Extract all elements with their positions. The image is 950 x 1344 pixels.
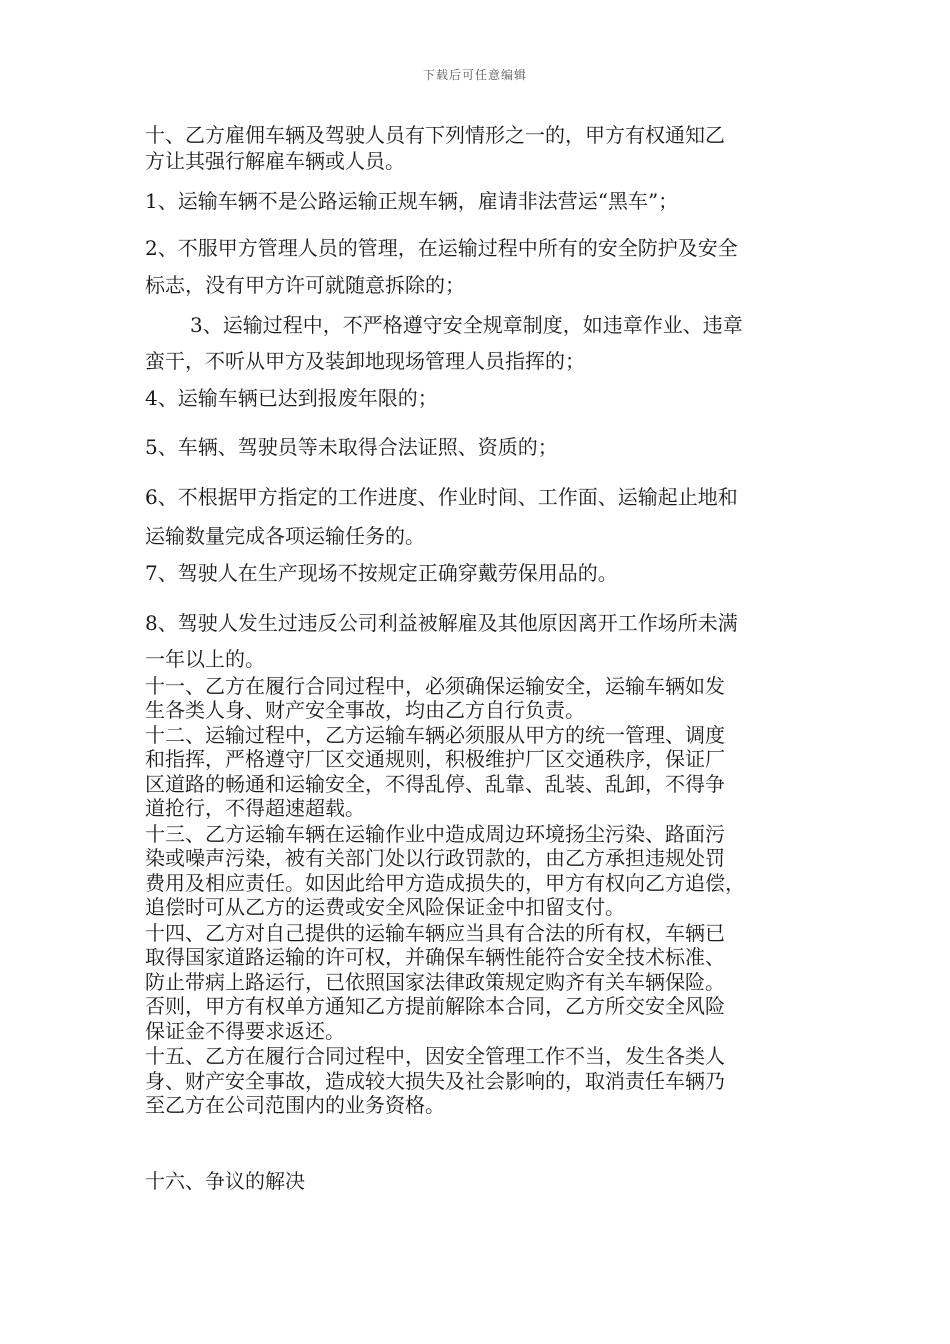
text-line: 和指挥，严格遵守厂区交通规则，积极维护厂区交通秩序，保证厂 [145,747,725,771]
text-line: 追偿时可从乙方的运费或安全风险保证金中扣留支付。 [145,895,625,919]
text-line: 1、运输车辆不是公路运输正规车辆，雇请非法营运“黑车”； [145,189,679,213]
section-heading: 十六、争议的解决 [145,1169,305,1193]
text-line: 保证金不得要求返还。 [145,1019,345,1043]
text-line: 费用及相应责任。如因此给甲方造成损失的，甲方有权向乙方追偿， [145,871,745,895]
text-line: 标志，没有甲方许可就随意拆除的； [145,273,465,297]
text-line: 6、不根据甲方指定的工作进度、作业时间、工作面、运输起止地和 [145,485,738,509]
text-line: 生各类人身、财产安全事故，均由乙方自行负责。 [145,698,585,722]
text-line: 十四、乙方对自己提供的运输车辆应当具有合法的所有权，车辆已 [145,921,725,945]
text-line: 区道路的畅通和运输安全，不得乱停、乱靠、乱装、乱卸，不得争 [145,772,725,796]
text-line: 8、驾驶人发生过违反公司利益被解雇及其他原因离开工作场所未满 [145,611,738,635]
text-line: 蛮干，不听从甲方及装卸地现场管理人员指挥的； [145,349,585,373]
text-line: 3、运输过程中，不严格遵守安全规章制度，如违章作业、违章 [190,313,743,337]
text-line: 运输数量完成各项运输任务的。 [145,524,425,548]
text-line: 否则，甲方有权单方通知乙方提前解除本合同，乙方所交安全风险 [145,994,725,1018]
text-line: 染或噪声污染，被有关部门处以行政罚款的，由乙方承担违规处罚 [145,846,725,870]
text-line: 十、乙方雇佣车辆及驾驶人员有下列情形之一的，甲方有权通知乙 [145,123,725,147]
text-line: 一年以上的。 [145,647,265,671]
text-line: 十五、乙方在履行合同过程中，因安全管理工作不当，发生各类人 [145,1044,725,1068]
text-line: 防止带病上路运行，已依照国家法律政策规定购齐有关车辆保险。 [145,970,725,994]
text-line: 十二、运输过程中，乙方运输车辆必须服从甲方的统一管理、调度 [145,723,725,747]
text-line: 4、运输车辆已达到报废年限的； [145,386,438,410]
text-line: 至乙方在公司范围内的业务资格。 [145,1093,445,1117]
text-line: 道抢行，不得超速超载。 [145,796,365,820]
text-line: 十一、乙方在履行合同过程中，必须确保运输安全，运输车辆如发 [145,674,725,698]
text-line: 方让其强行解雇车辆或人员。 [145,149,405,173]
text-line: 十三、乙方运输车辆在运输作业中造成周边环境扬尘污染、路面污 [145,822,725,846]
page-header: 下载后可任意编辑 [422,68,527,82]
text-line: 7、驾驶人在生产现场不按规定正确穿戴劳保用品的。 [145,561,618,585]
text-line: 身、财产安全事故，造成较大损失及社会影响的，取消责任车辆乃 [145,1069,725,1093]
text-line: 5、车辆、驾驶员等未取得合法证照、资质的； [145,435,558,459]
text-line: 2、不服甲方管理人员的管理，在运输过程中所有的安全防护及安全 [145,236,738,260]
text-line: 取得国家道路运输的许可权，并确保车辆性能符合安全技术标准、 [145,945,725,969]
